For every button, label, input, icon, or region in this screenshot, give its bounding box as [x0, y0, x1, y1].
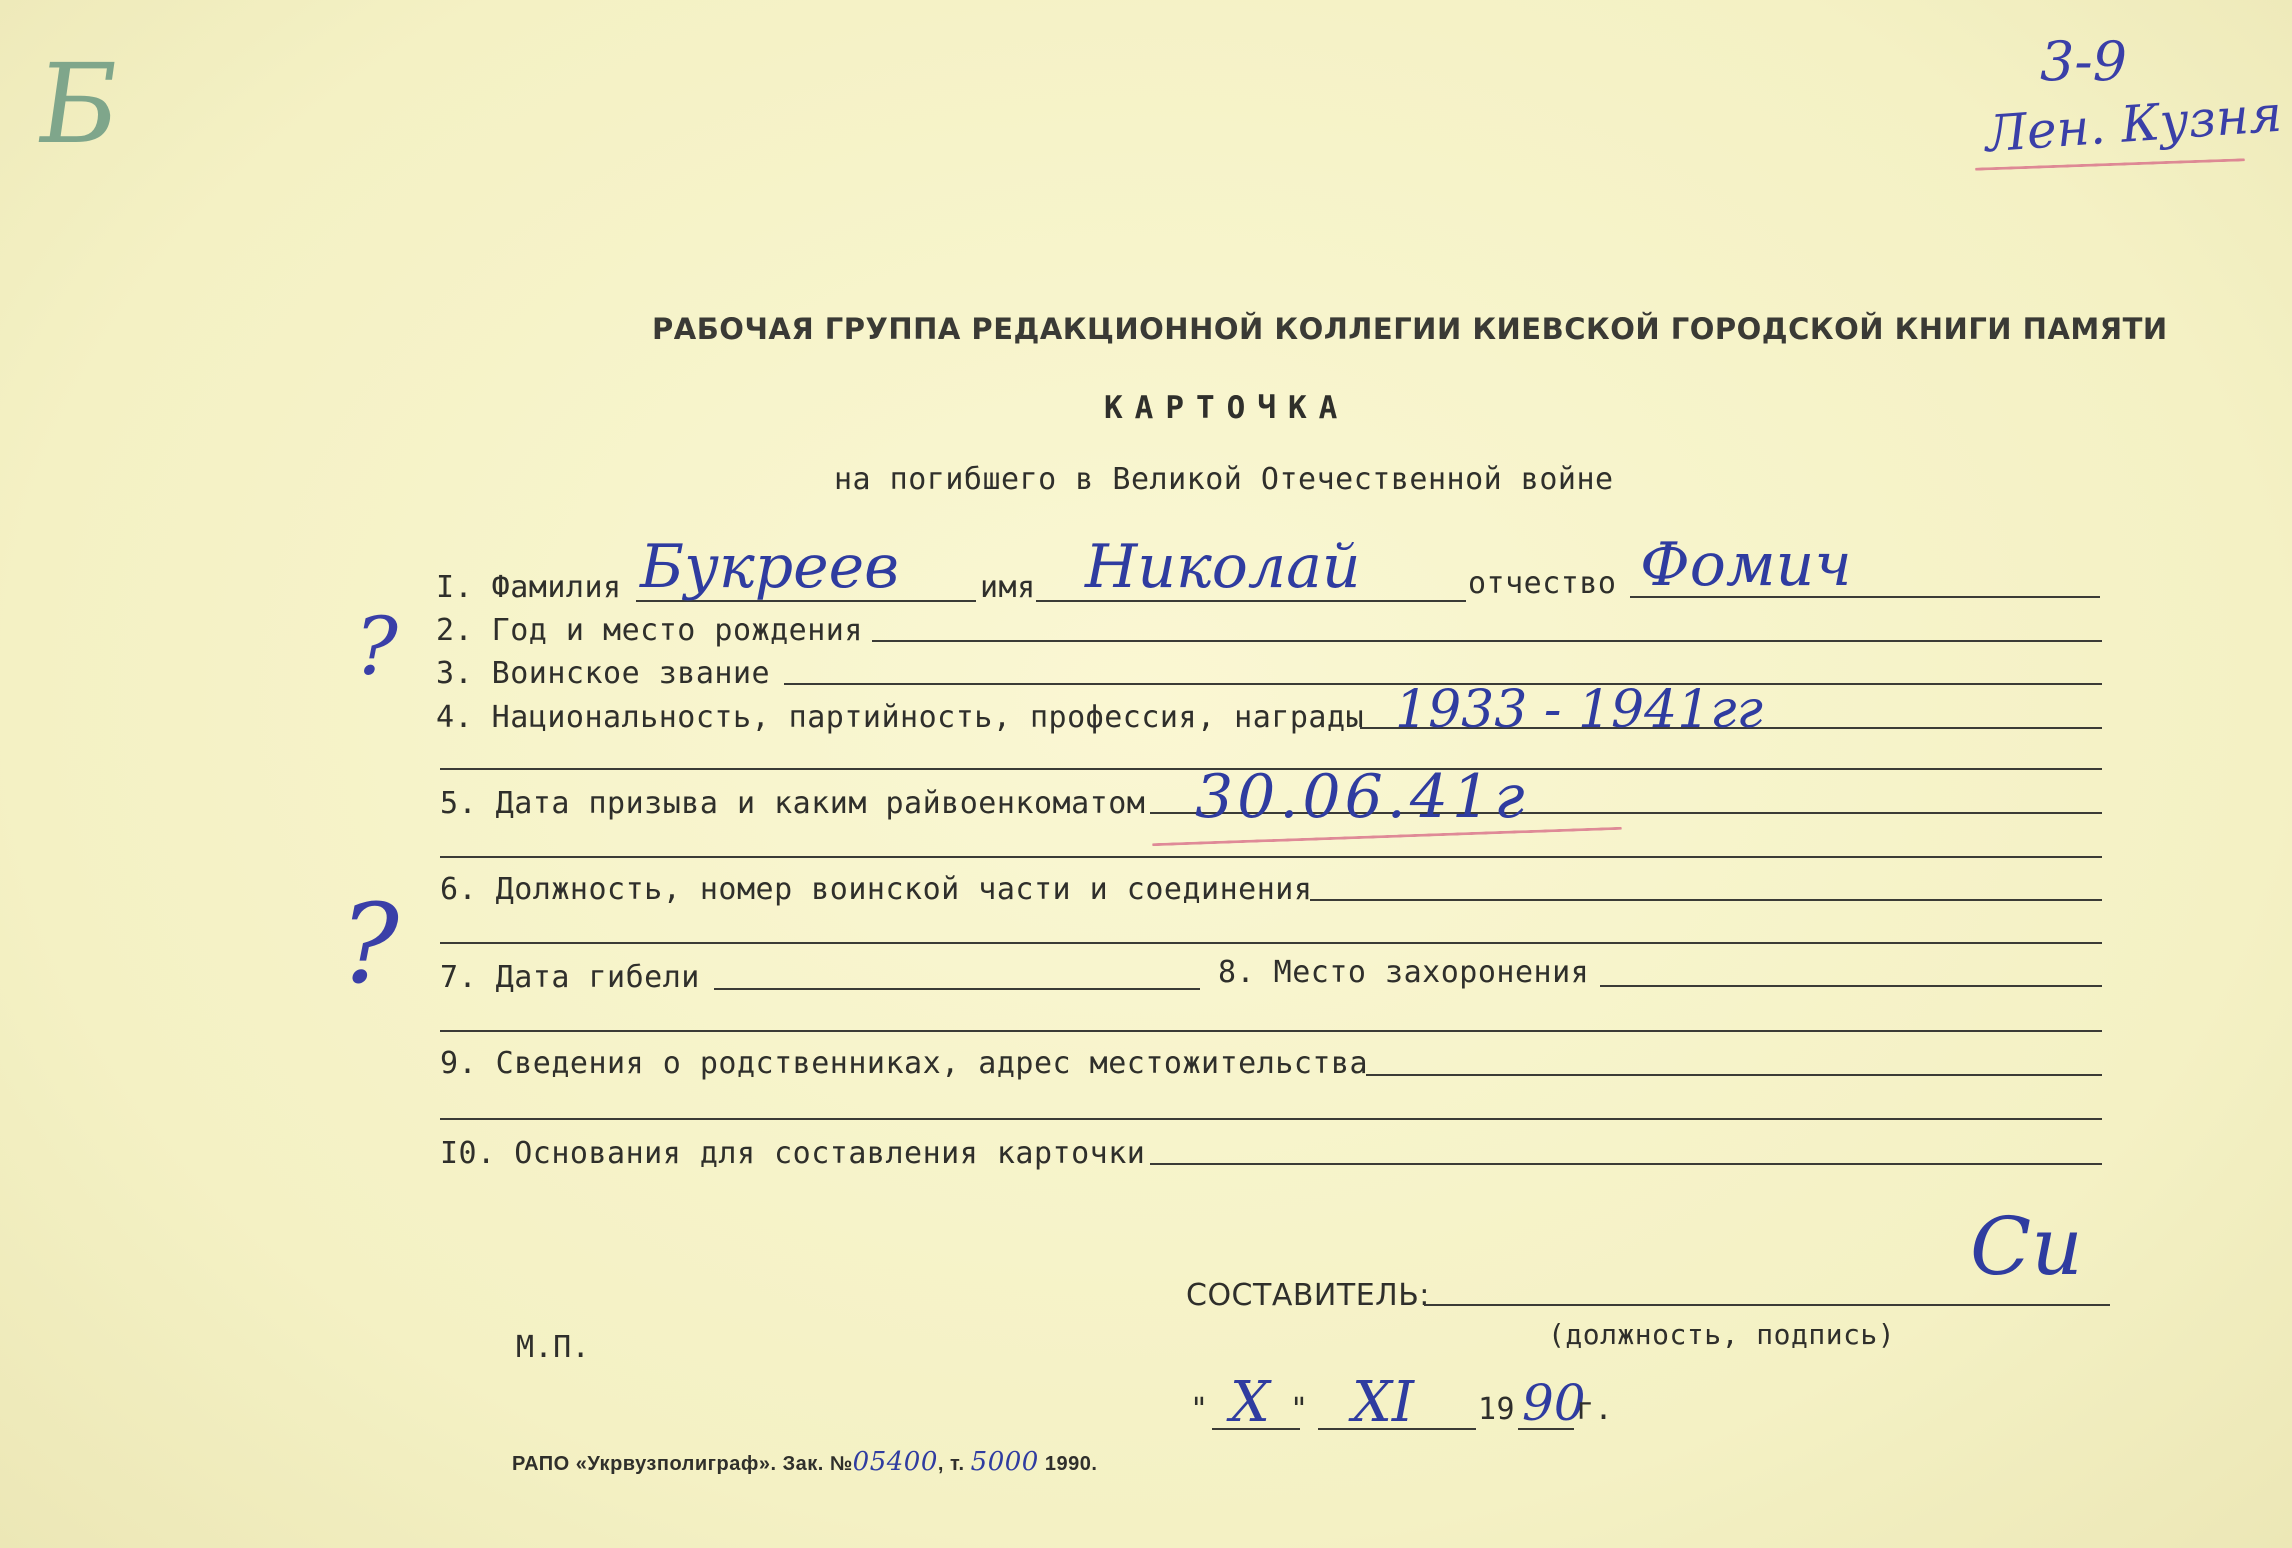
field-3-label: 3. Воинское звание [436, 656, 771, 691]
name-value: Николай [1085, 532, 1361, 602]
field-9-label: 9. Сведения о родственниках, адрес местожительства [440, 1046, 1369, 1081]
date-open-quote: " [1190, 1392, 1209, 1427]
date-year-prefix: 19 [1478, 1392, 1516, 1427]
field-9-line-2 [440, 1118, 2102, 1120]
corner-mark: Б [29, 40, 128, 168]
date-year-line [1518, 1428, 1574, 1430]
stamp-place: М.П. [516, 1330, 591, 1365]
field-6-label: 6. Должность, номер воинской части и соединения [440, 872, 1313, 907]
field-5-line-2 [440, 856, 2102, 858]
field-2-label: 2. Год и место рождения [436, 613, 863, 648]
card-subtitle: на погибшего в Великой Отечественной войне [834, 462, 1614, 497]
margin-question-mark-2: ? [340, 880, 399, 1008]
printer-order: 05400 [852, 1447, 938, 1477]
date-suffix: г. [1576, 1392, 1614, 1427]
margin-question-mark-1: ? [355, 600, 398, 693]
date-year-suffix: 90 [1522, 1374, 1586, 1432]
date-day-line [1212, 1428, 1300, 1430]
printer-circulation: 5000 [970, 1447, 1039, 1477]
archive-note-top: 3-9 [2040, 30, 2127, 93]
field-8-line-2 [440, 1030, 2102, 1032]
printer-text: РАПО «Укрвузполиграф». Зак. № [512, 1453, 853, 1475]
date-day: Х [1230, 1370, 1270, 1435]
printer-year: 1990. [1044, 1453, 1098, 1475]
archive-note-bottom: Лен. Кузня [1983, 84, 2284, 164]
field-9-line [1366, 1074, 2102, 1076]
field-4-label: 4. Национальность, партийность, профессия, награды [436, 700, 1365, 735]
name-label: имя [980, 570, 1036, 605]
card-title: КАРТОЧКА [1104, 390, 1350, 426]
field-10-label: I0. Основания для составления карточки [440, 1136, 1146, 1171]
compiler-label: СОСТАВИТЕЛЬ: [1186, 1278, 1430, 1313]
field-5-label: 5. Дата призыва и каким райвоенкоматом [440, 786, 1146, 821]
surname-value: Букреев [640, 532, 900, 602]
field-2-line [872, 640, 2102, 642]
printer-circ-label: , т. [937, 1453, 965, 1475]
field-7-label: 7. Дата гибели [440, 960, 700, 995]
field-1-label: I. Фамилия [436, 570, 622, 605]
patronymic-label: отчество [1468, 566, 1617, 601]
date-month: ХІ [1352, 1370, 1414, 1435]
organization-title: РАБОЧАЯ ГРУППА РЕДАКЦИОННОЙ КОЛЛЕГИИ КИЕВСКОЙ ГОРОДСКОЙ КНИГИ ПАМЯТИ [652, 312, 2168, 346]
printer-imprint [512, 1447, 1097, 1477]
date-month-line [1318, 1428, 1476, 1430]
compiler-signature: Си [1970, 1200, 2083, 1293]
compiler-line [1424, 1304, 2110, 1306]
field-10-line [1150, 1163, 2102, 1165]
compiler-hint: (должность, подпись) [1548, 1318, 1896, 1351]
field-8-label: 8. Место захоронения [1218, 955, 1590, 990]
field-6-line-2 [440, 942, 2102, 944]
field-5-value: 30.06.41г [1195, 762, 1529, 832]
patronymic-value: Фомич [1640, 530, 1852, 600]
date-close-quote: " [1290, 1392, 1309, 1427]
field-6-line [1310, 899, 2102, 901]
field-8-line [1600, 985, 2102, 987]
field-4-value: 1933 - 1941гг [1395, 680, 1763, 740]
field-7-line [714, 988, 1200, 990]
